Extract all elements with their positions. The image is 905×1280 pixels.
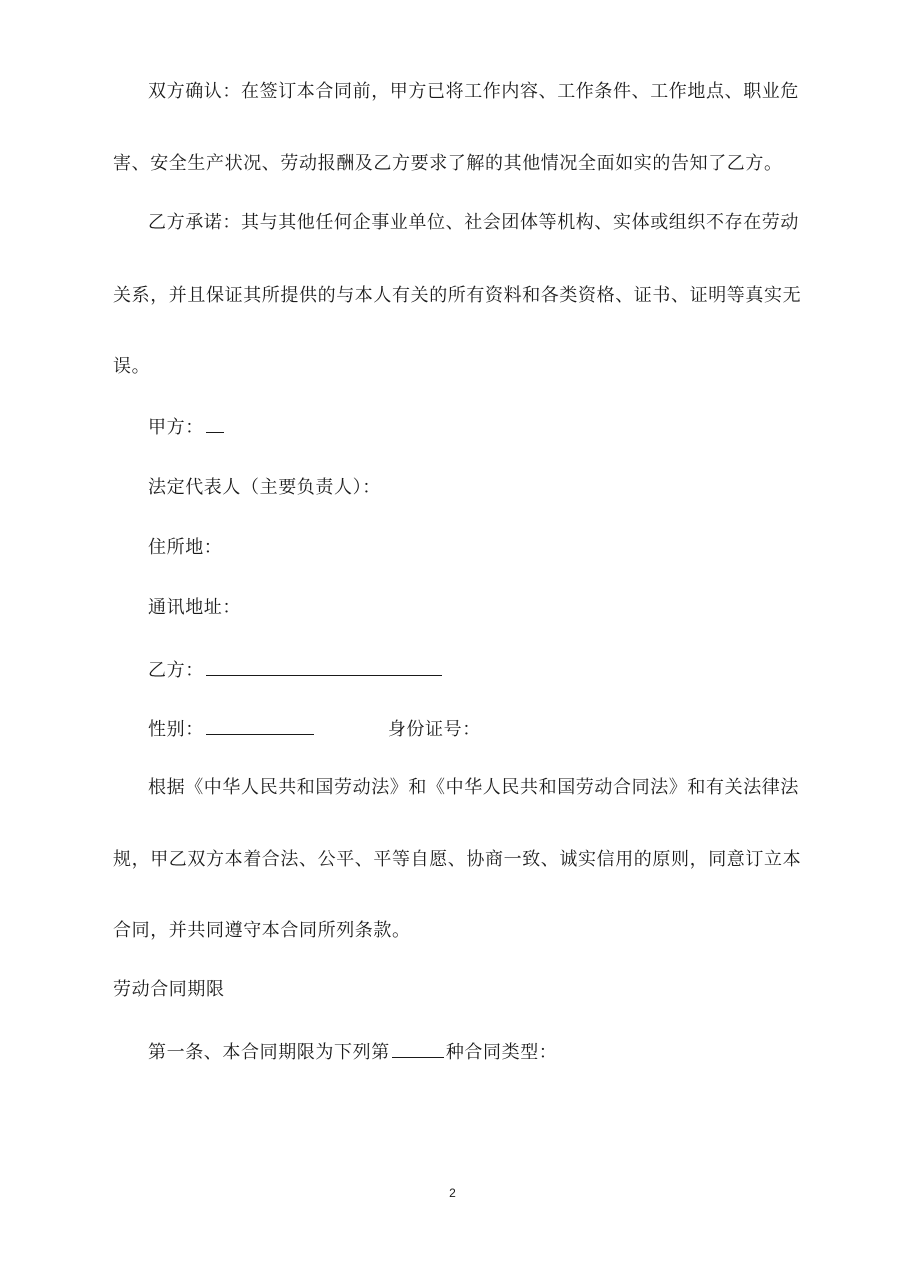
party-b-label: 乙方： xyxy=(148,660,204,681)
gender-label: 性别： xyxy=(148,719,204,740)
basis-paragraph-line-3: 合同，并共同遵守本合同所列条款。 xyxy=(113,920,411,941)
article-one-prefix: 第一条、本合同期限为下列第 xyxy=(148,1042,390,1063)
party-b-blank[interactable] xyxy=(206,657,442,676)
legal-representative-label: 法定代表人（主要负责人）： xyxy=(148,477,381,498)
promise-paragraph-line-1: 乙方承诺：其与其他任何企事业单位、社会团体等机构、实体或组织不存在劳动 xyxy=(148,212,799,233)
residence-label: 住所地： xyxy=(148,537,223,558)
party-b-line xyxy=(148,657,442,683)
basis-paragraph-line-1: 根据《中华人民共和国劳动法》和《中华人民共和国劳动合同法》和有关法律法 xyxy=(148,777,799,798)
party-a-line xyxy=(148,414,224,440)
gender-id-line xyxy=(148,716,481,742)
basis-paragraph-line-2: 规，甲乙双方本着合法、公平、平等自愿、协商一致、诚实信用的原则，同意订立本 xyxy=(113,849,802,870)
confirm-paragraph-line-1: 双方确认：在签订本合同前，甲方已将工作内容、工作条件、工作地点、职业危 xyxy=(148,81,799,102)
mailing-address-label: 通讯地址： xyxy=(148,597,241,618)
party-a-blank[interactable] xyxy=(206,414,224,433)
promise-paragraph-line-2: 关系，并且保证其所提供的与本人有关的所有资料和各类资格、证书、证明等真实无 xyxy=(113,285,802,306)
article-one-line xyxy=(148,1039,557,1065)
page-number: 2 xyxy=(449,1186,456,1200)
contract-type-blank[interactable] xyxy=(392,1039,444,1058)
confirm-paragraph-line-2: 害、安全生产状况、劳动报酬及乙方要求了解的其他情况全面如实的告知了乙方。 xyxy=(113,153,783,174)
section-heading: 劳动合同期限 xyxy=(113,979,225,1000)
id-number-label: 身份证号： xyxy=(387,719,481,740)
gender-blank[interactable] xyxy=(206,716,314,735)
article-one-suffix: 种合同类型： xyxy=(445,1042,558,1063)
party-a-label: 甲方： xyxy=(148,417,204,438)
promise-paragraph-line-3: 误。 xyxy=(113,356,151,377)
